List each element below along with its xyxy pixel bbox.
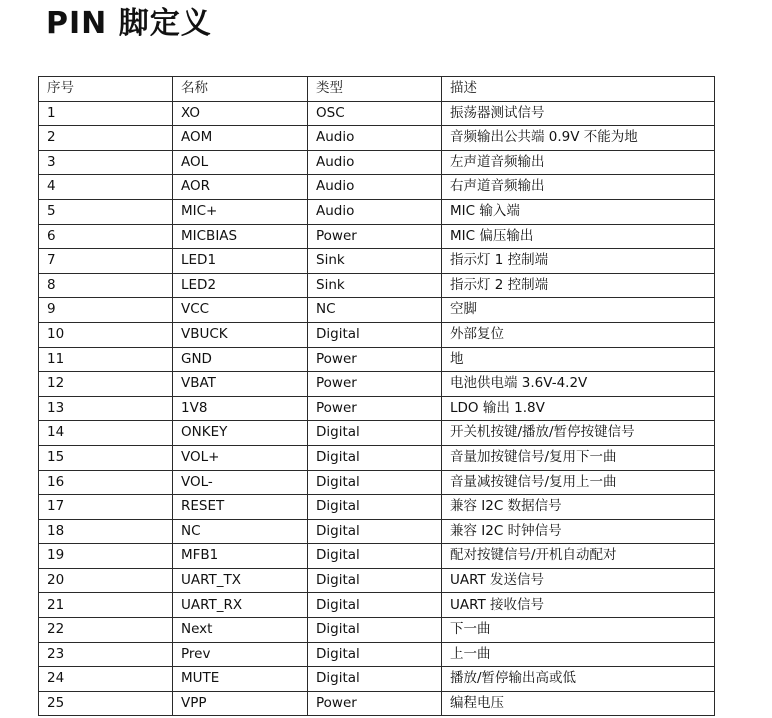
column-header-description: 描述 bbox=[442, 77, 715, 102]
column-header-index: 序号 bbox=[39, 77, 173, 102]
cell-index: 20 bbox=[39, 568, 173, 593]
cell-description: 配对按键信号/开机自动配对 bbox=[442, 544, 715, 569]
table-row bbox=[39, 224, 715, 249]
cell-index: 6 bbox=[39, 224, 173, 249]
table-row bbox=[39, 126, 715, 151]
cell-type: Power bbox=[308, 224, 442, 249]
cell-index: 23 bbox=[39, 642, 173, 667]
cell-name: MFB1 bbox=[173, 544, 308, 569]
cell-name: AOM bbox=[173, 126, 308, 151]
cell-description: 指示灯 1 控制端 bbox=[442, 249, 715, 274]
cell-name: VOL+ bbox=[173, 445, 308, 470]
cell-index: 25 bbox=[39, 691, 173, 716]
table-row bbox=[39, 544, 715, 569]
table-row bbox=[39, 421, 715, 446]
table-row bbox=[39, 470, 715, 495]
cell-type: Digital bbox=[308, 593, 442, 618]
cell-description: MIC 输入端 bbox=[442, 199, 715, 224]
cell-name: RESET bbox=[173, 495, 308, 520]
cell-type: Digital bbox=[308, 568, 442, 593]
table-row bbox=[39, 322, 715, 347]
cell-type: Digital bbox=[308, 667, 442, 692]
cell-name: VCC bbox=[173, 298, 308, 323]
cell-index: 8 bbox=[39, 273, 173, 298]
table-row bbox=[39, 568, 715, 593]
cell-index: 22 bbox=[39, 618, 173, 643]
cell-name: XO bbox=[173, 101, 308, 126]
cell-type: Digital bbox=[308, 445, 442, 470]
cell-description: 音量加按键信号/复用下一曲 bbox=[442, 445, 715, 470]
cell-type: Digital bbox=[308, 618, 442, 643]
table-row bbox=[39, 249, 715, 274]
cell-description: 兼容 I2C 数据信号 bbox=[442, 495, 715, 520]
cell-index: 5 bbox=[39, 199, 173, 224]
cell-index: 24 bbox=[39, 667, 173, 692]
cell-index: 19 bbox=[39, 544, 173, 569]
cell-type: Power bbox=[308, 347, 442, 372]
cell-name: VPP bbox=[173, 691, 308, 716]
table-row bbox=[39, 347, 715, 372]
cell-name: VOL- bbox=[173, 470, 308, 495]
table-row bbox=[39, 273, 715, 298]
cell-type: Power bbox=[308, 372, 442, 397]
table-row bbox=[39, 642, 715, 667]
table-row bbox=[39, 175, 715, 200]
cell-index: 12 bbox=[39, 372, 173, 397]
cell-description: 振荡器测试信号 bbox=[442, 101, 715, 126]
cell-type: OSC bbox=[308, 101, 442, 126]
cell-description: 电池供电端 3.6V-4.2V bbox=[442, 372, 715, 397]
cell-type: NC bbox=[308, 298, 442, 323]
cell-description: 空脚 bbox=[442, 298, 715, 323]
cell-description: 播放/暂停输出高或低 bbox=[442, 667, 715, 692]
cell-type: Audio bbox=[308, 199, 442, 224]
cell-index: 17 bbox=[39, 495, 173, 520]
page-title: PIN 脚定义 bbox=[46, 6, 212, 41]
cell-type: Digital bbox=[308, 421, 442, 446]
cell-type: Digital bbox=[308, 642, 442, 667]
cell-type: Digital bbox=[308, 519, 442, 544]
table-row bbox=[39, 445, 715, 470]
cell-name: UART_TX bbox=[173, 568, 308, 593]
cell-name: MIC+ bbox=[173, 199, 308, 224]
cell-type: Digital bbox=[308, 470, 442, 495]
cell-description: 外部复位 bbox=[442, 322, 715, 347]
cell-description: MIC 偏压输出 bbox=[442, 224, 715, 249]
cell-index: 9 bbox=[39, 298, 173, 323]
cell-name: AOR bbox=[173, 175, 308, 200]
cell-description: 左声道音频输出 bbox=[442, 150, 715, 175]
table-row bbox=[39, 519, 715, 544]
cell-index: 7 bbox=[39, 249, 173, 274]
cell-description: 开关机按键/播放/暂停按键信号 bbox=[442, 421, 715, 446]
cell-description: LDO 输出 1.8V bbox=[442, 396, 715, 421]
table-row bbox=[39, 199, 715, 224]
table-row bbox=[39, 618, 715, 643]
table-row bbox=[39, 372, 715, 397]
cell-description: 指示灯 2 控制端 bbox=[442, 273, 715, 298]
cell-name: NC bbox=[173, 519, 308, 544]
table-row bbox=[39, 667, 715, 692]
cell-index: 11 bbox=[39, 347, 173, 372]
table-row bbox=[39, 691, 715, 716]
cell-type: Audio bbox=[308, 126, 442, 151]
cell-description: UART 接收信号 bbox=[442, 593, 715, 618]
cell-type: Digital bbox=[308, 322, 442, 347]
cell-index: 3 bbox=[39, 150, 173, 175]
table-body bbox=[39, 101, 715, 716]
cell-index: 21 bbox=[39, 593, 173, 618]
table-row bbox=[39, 396, 715, 421]
cell-index: 10 bbox=[39, 322, 173, 347]
cell-name: AOL bbox=[173, 150, 308, 175]
cell-description: 地 bbox=[442, 347, 715, 372]
cell-type: Audio bbox=[308, 175, 442, 200]
cell-name: GND bbox=[173, 347, 308, 372]
cell-type: Audio bbox=[308, 150, 442, 175]
cell-name: 1V8 bbox=[173, 396, 308, 421]
cell-index: 14 bbox=[39, 421, 173, 446]
column-header-name: 名称 bbox=[173, 77, 308, 102]
cell-type: Sink bbox=[308, 249, 442, 274]
table-row bbox=[39, 593, 715, 618]
cell-name: VBAT bbox=[173, 372, 308, 397]
cell-name: LED2 bbox=[173, 273, 308, 298]
cell-index: 2 bbox=[39, 126, 173, 151]
table-row bbox=[39, 150, 715, 175]
cell-type: Sink bbox=[308, 273, 442, 298]
table-row bbox=[39, 298, 715, 323]
cell-index: 1 bbox=[39, 101, 173, 126]
cell-description: 编程电压 bbox=[442, 691, 715, 716]
table-row bbox=[39, 101, 715, 126]
column-header-type: 类型 bbox=[308, 77, 442, 102]
cell-index: 4 bbox=[39, 175, 173, 200]
cell-index: 15 bbox=[39, 445, 173, 470]
cell-type: Digital bbox=[308, 495, 442, 520]
cell-description: 右声道音频输出 bbox=[442, 175, 715, 200]
table-row bbox=[39, 495, 715, 520]
cell-type: Power bbox=[308, 396, 442, 421]
cell-index: 13 bbox=[39, 396, 173, 421]
table-header-row bbox=[39, 77, 715, 102]
cell-name: LED1 bbox=[173, 249, 308, 274]
cell-description: 下一曲 bbox=[442, 618, 715, 643]
cell-description: 上一曲 bbox=[442, 642, 715, 667]
cell-name: Prev bbox=[173, 642, 308, 667]
cell-description: 音量减按键信号/复用上一曲 bbox=[442, 470, 715, 495]
cell-description: 音频输出公共端 0.9V 不能为地 bbox=[442, 126, 715, 151]
cell-description: 兼容 I2C 时钟信号 bbox=[442, 519, 715, 544]
cell-index: 18 bbox=[39, 519, 173, 544]
cell-name: ONKEY bbox=[173, 421, 308, 446]
cell-index: 16 bbox=[39, 470, 173, 495]
cell-name: Next bbox=[173, 618, 308, 643]
cell-name: MICBIAS bbox=[173, 224, 308, 249]
cell-name: VBUCK bbox=[173, 322, 308, 347]
cell-type: Digital bbox=[308, 544, 442, 569]
pin-definition-table bbox=[38, 76, 715, 716]
cell-name: MUTE bbox=[173, 667, 308, 692]
cell-description: UART 发送信号 bbox=[442, 568, 715, 593]
cell-name: UART_RX bbox=[173, 593, 308, 618]
cell-type: Power bbox=[308, 691, 442, 716]
